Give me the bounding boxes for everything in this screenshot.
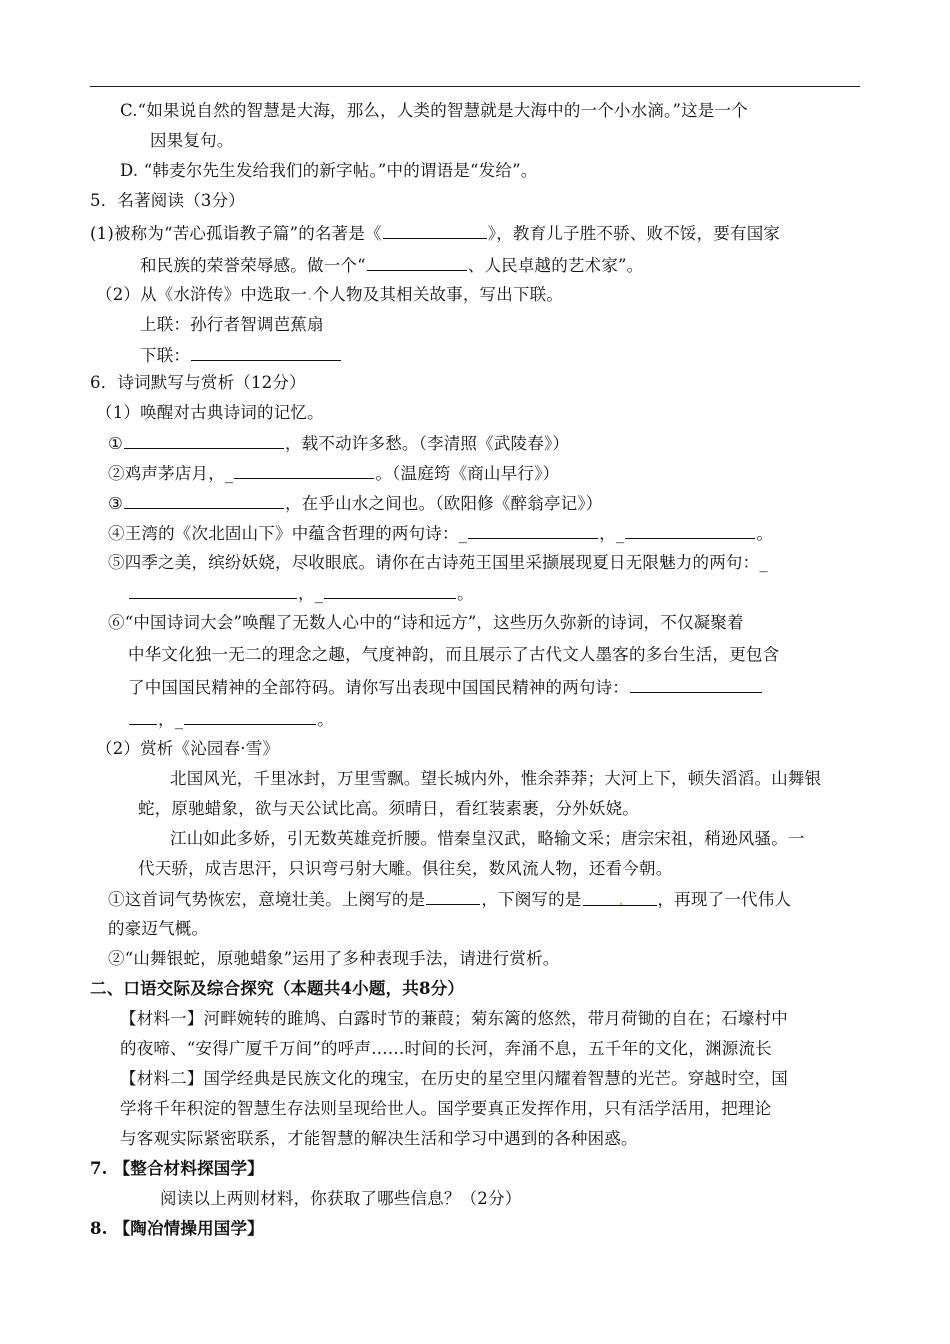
item-text: 。（温庭筠《商山早行》） <box>375 464 560 483</box>
option-d: D. “韩麦尔先生发给我们的新字帖。”中的谓语是“发给”。 <box>120 161 538 180</box>
q5-part2 <box>96 284 563 306</box>
emphasis-dot: . <box>307 285 313 304</box>
answer-blank[interactable] <box>367 254 467 271</box>
item-text: ， <box>599 524 616 543</box>
section-2-title: 二、口语交际及综合探究（本题共4小题，共8分） <box>90 979 465 998</box>
answer-blank[interactable] <box>468 522 598 539</box>
question-7-body: 阅读以上两则材料，你获取了哪些信息？（2分） <box>160 1189 522 1208</box>
item-text: _ <box>314 584 324 603</box>
material-2-line1: 【材料二】国学经典是民族文化的瑰宝，在历史的星空里闪耀着智慧的光芒。穿越时空，国 <box>120 1069 788 1088</box>
poem-stanza1-line2: 蛇，原驰蜡象，欲与天公试比高。须晴日，看红装素裹，分外妖娆。 <box>138 799 639 818</box>
poem-stanza2-line1: 江山如此多娇，引无数英雄竞折腰。惜秦皇汉武，略输文采；唐宗宋祖，稍逊风骚。一 <box>170 829 805 848</box>
answer-blank[interactable] <box>583 889 657 909</box>
answer-blank[interactable] <box>124 492 284 509</box>
item-text: 。 <box>317 710 334 729</box>
answer-blank[interactable] <box>630 676 762 693</box>
item-text: 。 <box>457 584 474 603</box>
material-1-line1: 【材料一】河畔婉转的雎鸠、白露时节的蒹葭；菊东篱的悠然，带月荷锄的自在；石壕村中 <box>120 1009 788 1028</box>
poem-stanza1-line1: 北国风光，千里冰封，万里雪飘。望长城内外，惟余莽莽；大河上下，顿失滔滔。山舞银 <box>170 769 822 788</box>
q5-part1-text-b: 》，教育儿子胜不骄、败不馁，要有国家 <box>487 224 781 243</box>
question-5-title: 5．名著阅读（3分） <box>90 191 245 210</box>
couplet-upper: 上联：孙行者智调芭蕉扇 <box>140 315 324 334</box>
material-1-line2: 的夜啼、“安得广厦千万间”的呼声……时间的长河，奔涌不息，五千年的文化，渊源流长 <box>120 1039 772 1058</box>
answer-blank[interactable] <box>383 222 487 239</box>
item-text: _ <box>458 524 468 543</box>
poem-item-2 <box>108 462 559 485</box>
item-text: _ <box>615 524 625 543</box>
item-marker: ③ <box>108 494 123 513</box>
poem-stanza2-line2: 代天骄，成吉思汗，只识弯弓射大雕。俱往矣，数风流人物，还看今朝。 <box>138 859 673 878</box>
material-2-line3: 与客观实际紧密联系，才能智慧的解决生活和学习中遇到的各种困惑。 <box>120 1129 638 1148</box>
item-text: ，在乎山水之间也。（欧阳修《醉翁亭记》） <box>285 494 603 513</box>
item-text: ， <box>158 710 175 729</box>
poem-item-5-line2 <box>128 582 474 605</box>
answer-blank[interactable] <box>426 888 480 905</box>
option-c-line2: 因果复句。 <box>150 131 234 150</box>
q5-part1-text-c: 和民族的荣誉荣辱感。做一个“ <box>140 256 366 275</box>
poem-item-3 <box>108 492 603 515</box>
answer-blank[interactable] <box>191 344 341 361</box>
q5-part2-text-a: （2）从《水浒传》中选取一 <box>96 285 308 304</box>
material-2-line2: 学将千年积淀的智慧生存法则呈现给世人。国学要真正发挥作用，只有活学活用，把理论 <box>120 1099 772 1118</box>
question-7-title: 7. 【整合材料探国学】 <box>90 1159 264 1178</box>
answer-blank[interactable] <box>129 708 157 725</box>
poem-item-5-line1 <box>108 552 768 574</box>
q5-part2-text-b: 个人物及其相关故事，写出下联。 <box>312 285 564 304</box>
question-8-title: 8. 【陶冶情操用国学】 <box>90 1219 264 1238</box>
poem-item-4 <box>108 522 773 545</box>
item-text: _ <box>224 464 234 483</box>
item-text: _ <box>174 710 184 729</box>
q5-part1-text-d: 、人民卓越的艺术家”。 <box>467 256 644 275</box>
answer-blank[interactable] <box>324 582 456 599</box>
item-text: _ <box>759 553 768 572</box>
item-text: ， <box>298 584 315 603</box>
answer-blank[interactable] <box>129 582 297 599</box>
item-text: ，再现了一代伟人 <box>657 890 792 909</box>
q5-part1-text-a: (1)被称为“苦心孤诣教子篇”的名著是《 <box>90 224 382 243</box>
appreciation-q2: ②“山舞银蛇，原驰蜡象”运用了多种表现手法，请进行赏析。 <box>108 949 560 968</box>
item-text: ②鸡声茅店月， <box>108 464 225 483</box>
answer-blank[interactable] <box>234 462 374 479</box>
poem-item-6-line1: ⑥“中国诗词大会”唤醒了无数人心中的“诗和远方”，这些历久弥新的诗词，不仅凝聚着 <box>108 613 744 632</box>
poem-item-6-line2: 中华文化独一无二的理念之趣，气度神韵，而且展示了古代文人墨客的多台生活，更包含 <box>128 645 780 664</box>
answer-blank[interactable] <box>625 522 755 539</box>
q6-part2-title: （2）赏析《沁园春·雪》 <box>96 739 280 758</box>
item-text: ，下阕写的是 <box>481 890 582 909</box>
item-text: 了中国国民精神的全部符码。请你写出表现中国国民精神的两句诗： <box>128 678 629 697</box>
appreciation-q1-line1 <box>108 888 791 911</box>
item-marker: ① <box>108 434 123 453</box>
couplet-lower-label: 下联： <box>140 346 191 365</box>
item-text: ⑤四季之美，缤纷妖娆，尽收眼底。请你在古诗苑王国里采撷展现夏日无限魅力的两句： <box>108 553 760 572</box>
poem-item-1 <box>108 432 569 455</box>
item-text: ，载不动许多愁。（李清照《武陵春》） <box>285 434 570 453</box>
q5-part1-line1 <box>90 222 780 245</box>
question-6-title: 6．诗词默写与赏析（12分） <box>90 373 306 392</box>
q6-part1-title: （1）唤醒对古典诗词的记忆。 <box>96 403 324 422</box>
emphasis-dot: . <box>618 890 624 909</box>
item-text: ①这首词气势恢宏，意境壮美。上阕写的是 <box>108 890 426 909</box>
poem-item-6-line3 <box>128 676 763 699</box>
poem-item-6-line4 <box>128 708 334 731</box>
option-c-line1: C.“如果说自然的智慧是大海，那么，人类的智慧就是大海中的一个小水滴。”这是一个 <box>120 101 748 120</box>
answer-blank[interactable] <box>184 708 316 725</box>
couplet-lower <box>140 344 342 367</box>
item-text: ④王湾的《次北固山下》中蕴含哲理的两句诗： <box>108 524 459 543</box>
top-rule <box>90 86 860 87</box>
appreciation-q1-line2: 的豪迈气概。 <box>108 919 209 938</box>
item-text: 。 <box>756 524 774 543</box>
answer-blank[interactable] <box>124 432 284 449</box>
q5-part1-line2 <box>140 254 643 277</box>
